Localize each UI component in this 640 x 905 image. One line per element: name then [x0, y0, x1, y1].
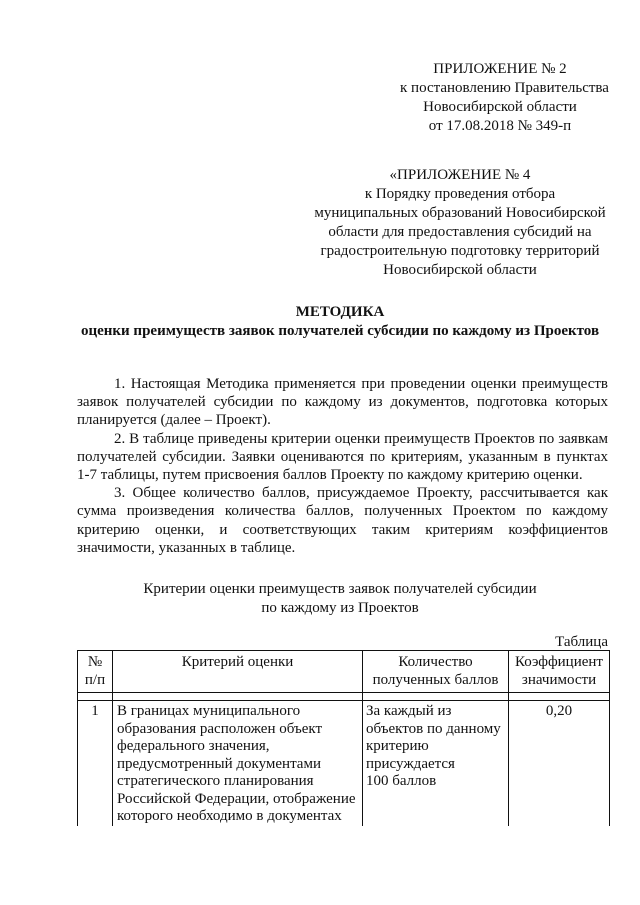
body-text — [77, 375, 608, 557]
appendix-4-header — [308, 166, 612, 280]
header-text: значимости — [521, 671, 597, 688]
cell-line: образования расположен объект — [117, 720, 323, 737]
table-spacer-row — [78, 693, 610, 701]
cell-line: стратегического планирования — [117, 773, 314, 789]
appendix-2-line: Новосибирской области — [423, 99, 577, 115]
appendix-4-line: к Порядку проведения отбора — [364, 186, 556, 202]
title-main: МЕТОДИКА — [295, 304, 385, 320]
appendix-2-line: к постановлению Правительства — [400, 80, 609, 96]
paragraph: 3. Общее количество баллов, присуждаемое Проекту, рассчитывается как сумма произведения количества баллов, полученных Проектом по каждому критерию оценки, и соответствующих таким критериям коэффициентов значимости, указанных в таблице. — [77, 485, 608, 556]
appendix-4-line: области для предоставления субсидий на — [328, 224, 592, 240]
title-subtitle: оценки преимуществ заявок получателей субсидии по каждому из Проектов — [80, 323, 600, 339]
table-caption-line: Критерии оценки преимуществ заявок получателей субсидии — [143, 581, 537, 597]
header-num — [78, 651, 113, 693]
cell-coef: 0,20 — [509, 701, 610, 826]
paragraph: 1. Настоящая Методика применяется при проведении оценки преимуществ заявок получателей субсидии по каждому из документов, подготовка которых планируется (далее – Проект). — [77, 376, 608, 429]
appendix-2-line: ПРИЛОЖЕНИЕ № 2 — [433, 61, 567, 77]
cell-line: Российской Федерации, отображение — [117, 790, 356, 807]
cell-line: которого необходимо в документах — [117, 808, 342, 824]
appendix-4-line: Новосибирской области — [383, 262, 537, 278]
paragraph: 2. В таблице приведены критерии оценки преимуществ Проектов по заявкам получателей субсидии. Заявки оцениваются по критериям, указанным в пунктах 1-7 таблицы, путем присвоения баллов Проекту по каждому критерию оценки. — [77, 430, 608, 484]
criteria-table — [77, 650, 610, 826]
table-header-row — [78, 651, 610, 693]
table-row — [78, 701, 610, 826]
header-criterion — [113, 651, 363, 693]
document-title — [60, 303, 620, 341]
cell-line: предусмотренный документами — [117, 755, 321, 772]
cell-line: 100 баллов — [366, 773, 437, 789]
header-points — [363, 651, 509, 693]
table-caption — [60, 580, 620, 618]
appendix-2-header — [400, 60, 609, 136]
cell-num: 1 — [78, 701, 113, 826]
table-caption-line: по каждому из Проектов — [261, 600, 419, 616]
header-text: Количество — [398, 654, 473, 670]
cell-line: присуждается — [366, 755, 455, 772]
appendix-4-line: «ПРИЛОЖЕНИЕ № 4 — [389, 167, 531, 183]
appendix-2-line: от 17.08.2018 № 349-п — [428, 118, 572, 134]
header-text: п/п — [84, 671, 106, 688]
cell-criterion — [113, 701, 363, 826]
cell-points — [363, 701, 509, 826]
cell-line: критерию — [366, 738, 429, 754]
cell-line: объектов по данному — [366, 720, 501, 737]
header-text: Критерий оценки — [181, 654, 294, 670]
appendix-4-line: муниципальных образований Новосибирской — [314, 205, 606, 221]
header-text: полученных баллов — [372, 671, 499, 688]
cell-line: За каждый из — [366, 703, 452, 719]
cell-line: В границах муниципального — [117, 703, 301, 719]
table-label: Таблица — [555, 634, 608, 650]
cell-line: федерального значения, — [117, 738, 270, 754]
appendix-4-line: градостроительную подготовку территорий — [320, 243, 600, 259]
header-text: Коэффициент — [515, 654, 603, 670]
header-text: № — [87, 654, 103, 670]
header-coef — [509, 651, 610, 693]
